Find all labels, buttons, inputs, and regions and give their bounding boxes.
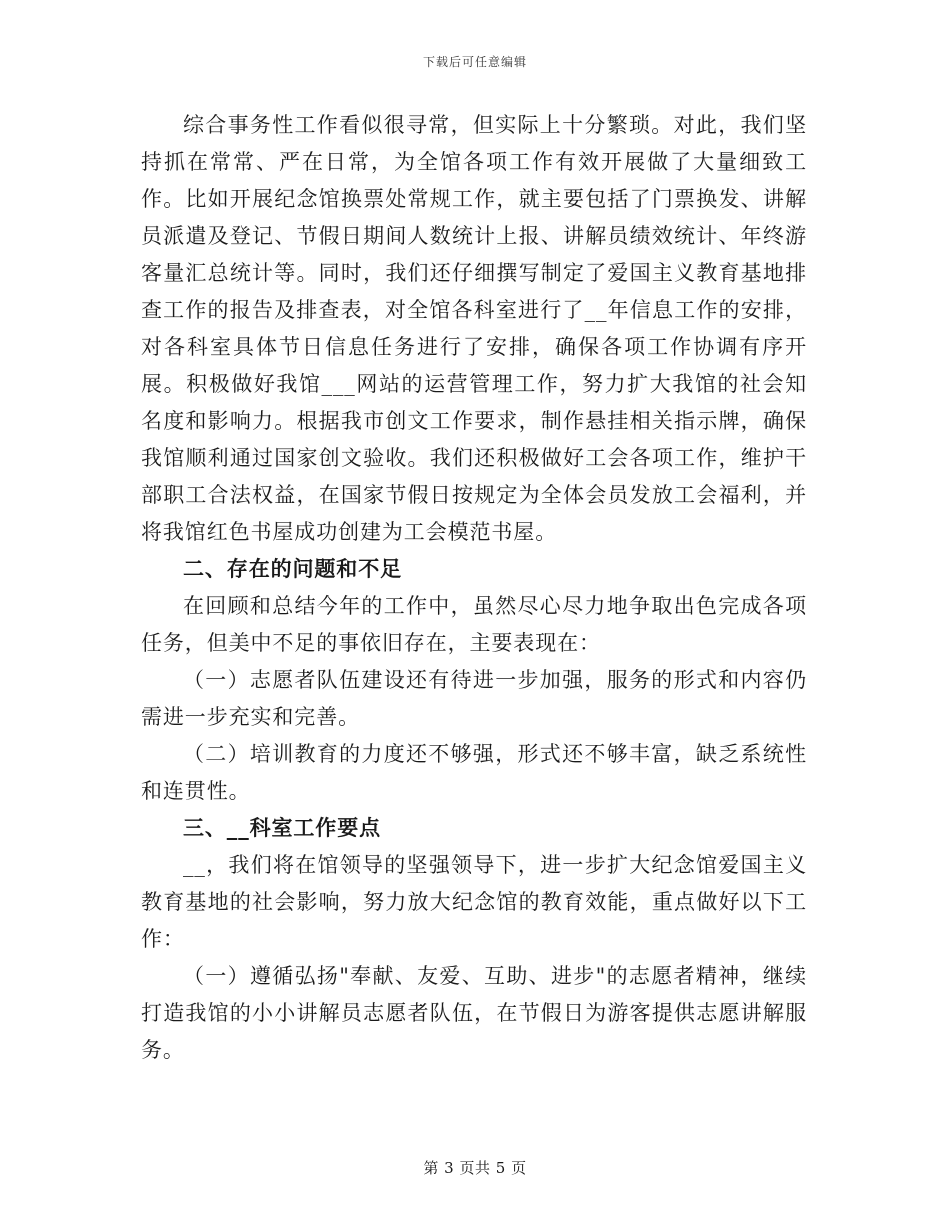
paragraph-work-point-1: （一）遵循弘扬"奉献、友爱、互助、进步"的志愿者精神，继续打造我馆的小小讲解员志愿者队伍，在节假日为游客提供志愿讲解服务。 xyxy=(141,964,807,1062)
paragraph-problems-intro: 在回顾和总结今年的工作中，虽然尽心尽力地争取出色完成各项任务，但美中不足的事依旧存在，主要表现在： xyxy=(141,594,807,655)
page-header: 下载后可任意编辑 xyxy=(422,55,527,69)
page-footer: 第 3 页共 5 页 xyxy=(423,1159,527,1177)
section-heading-problems: 二、存在的问题和不足 xyxy=(183,557,402,581)
paragraph-work-intro: __，我们将在馆领导的坚强领导下，进一步扩大纪念馆爱国主义教育基地的社会影响，努力放大纪念馆的教育效能，重点做好以下工作： xyxy=(141,853,807,951)
paragraph-problem-2: （二）培训教育的力度还不够强，形式还不够丰富，缺乏系统性和连贯性。 xyxy=(141,742,807,803)
section-heading-work-points: 三、__科室工作要点 xyxy=(183,816,381,840)
paragraph-problem-1: （一）志愿者队伍建设还有待进一步加强，服务的形式和内容仍需进一步充实和完善。 xyxy=(141,668,807,729)
paragraph-general-affairs: 综合事务性工作看似很寻常，但实际上十分繁琐。对此，我们坚持抓在常常、严在日常，为全馆各项工作有效开展做了大量细致工作。比如开展纪念馆换票处常规工作，就主要包括了门票换发、讲解员派遣及登记、节假日期间人数统计上报、讲解员绩效统计、年终游客量汇总统计等。同时，我们还仔细撰写制定了爱国主义教育基地排查工作的报告及排查表，对全馆各科室进行了__年信息工作的安排，对各科室具体节日信息任务进行了安排，确保各项工作协调有序开展。积极做好我馆___网站的运营管理工作，努力扩大我馆的社会知名度和影响力。根据我市创文工作要求，制作悬挂相关指示牌，确保我馆顺利通过国家创文验收。我们还积极做好工会各项工作，维护干部职工合法权益，在国家节假日按规定为全体会员发放工会福利，并将我馆红色书屋成功创建为工会模范书屋。 xyxy=(141,113,807,544)
document-body xyxy=(141,107,807,1069)
